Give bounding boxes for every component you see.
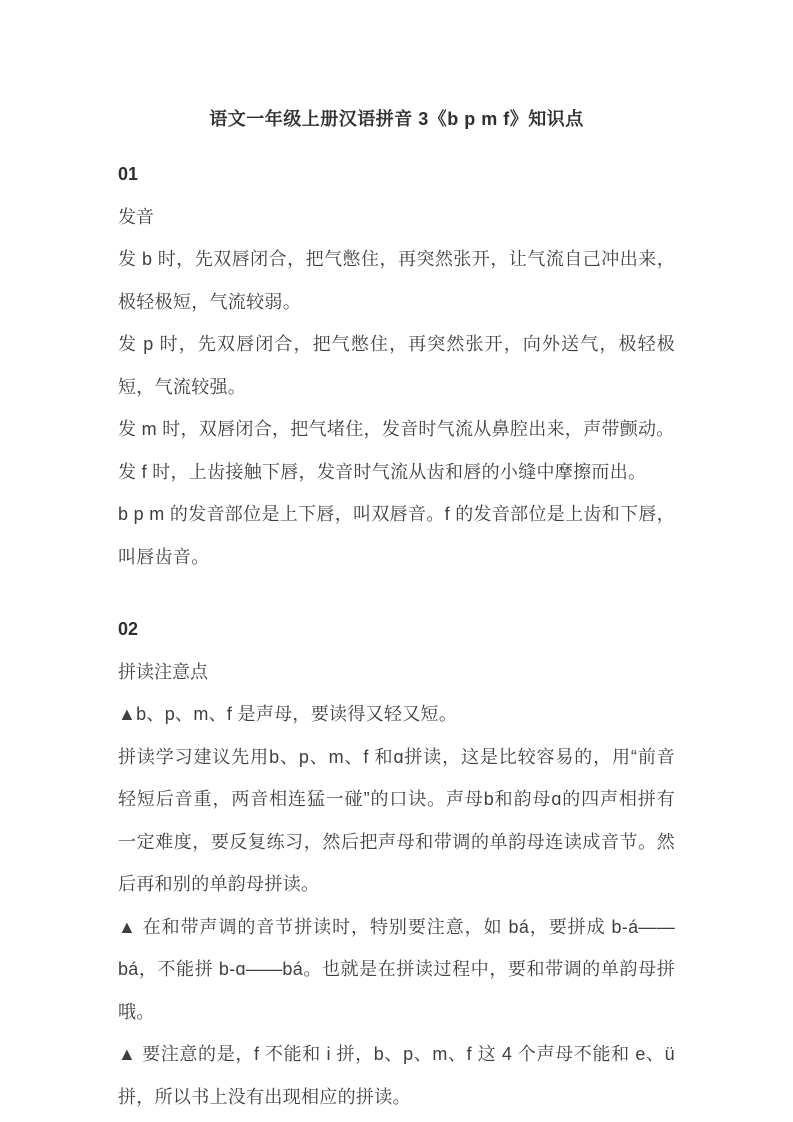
paragraph: 发 f 时，上齿接触下唇，发音时气流从齿和唇的小缝中摩擦而出。 <box>118 461 647 482</box>
paragraph: 发 m 时，双唇闭合，把气堵住，发音时气流从鼻腔出来，声带颤动。 <box>118 419 675 439</box>
bullet-paragraph: ▲b、p、m、f 是声母，要读得又轻又短。 <box>118 704 458 724</box>
paragraph: 拼读学习建议先用b、p、m、f 和ɑ拼读，这是比较容易的，用“前音轻短后音重，两音相连猛一碰”的口诀。声母b和韵母ɑ的四声相拼有一定难度，要反复练习，然后把声母和带调的单韵母连读成音节。然后再和别的单韵母拼读。 <box>118 746 675 894</box>
section-number: 02 <box>118 619 139 639</box>
section-number: 01 <box>118 164 139 184</box>
section-heading: 拼读注意点 <box>118 661 208 682</box>
page-title: 语文一年级上册汉语拼音 3《b p m f》知识点 <box>209 109 584 129</box>
section-pronunciation <box>118 153 675 578</box>
bullet-paragraph: ▲ 要注意的是，f 不能和 i 拼，b、p、m、f 这 4 个声母不能和 e、ü拼，所以书上没有出现相应的拼读。 <box>118 1044 675 1107</box>
bullet-paragraph: ▲ 在和带声调的音节拼读时，特别要注意，如 bá，要拼成 b-á——bá，不能拼 b-ɑ——bá。也就是在拼读过程中，要和带调的单韵母拼哦。 <box>118 916 675 1022</box>
section-spelling-notes <box>118 608 675 1118</box>
section-heading: 发音 <box>118 206 154 227</box>
paragraph: b p m 的发音部位是上下唇，叫双唇音。f 的发音部位是上齿和下唇，叫唇齿音。 <box>118 504 675 567</box>
paragraph: 发 p 时，先双唇闭合，把气憋住，再突然张开，向外送气，极轻极短，气流较强。 <box>118 334 675 397</box>
paragraph: 发 b 时，先双唇闭合，把气憋住，再突然张开，让气流自己冲出来，极轻极短，气流较弱。 <box>118 249 675 312</box>
